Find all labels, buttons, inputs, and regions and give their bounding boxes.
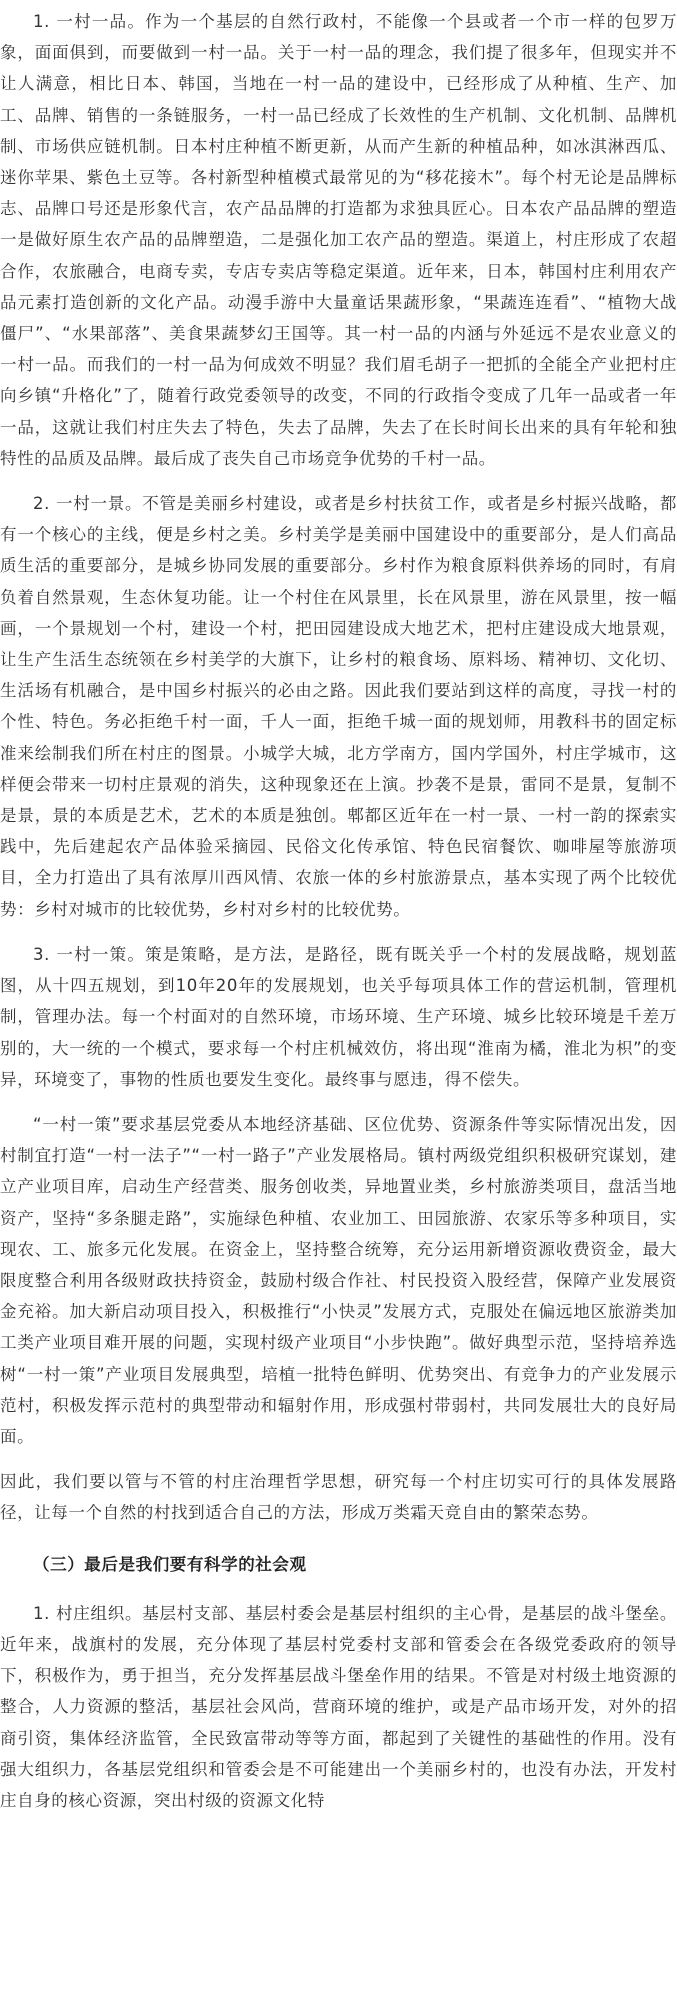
paragraph-one-village-one-product: 1. 一村一品。作为一个基层的自然行政村，不能像一个县或者一个市一样的包罗万象，面面俱到，而要做到一村一品。关于一村一品的理念，我们提了很多年，但现实并不让人满意，相比日本、韩国，当地在一村一品的建设中，已经形成了从种植、生产、加工、品牌、销售的一条链服务，一村一品已经成了长效性的生产机制、文化机制、品牌机制、市场供应链机制。日本村庄种植不断更新，从而产生新的种植品种，如冰淇淋西瓜、迷你苹果、紫色土豆等。各村新型种植模式最常见的为“移花接木”。每个村无论是品牌标志、品牌口号还是形象代言，农产品品牌的打造都为求独具匠心。日本农产品品牌的塑造一是做好原生农产品的品牌塑造，二是强化加工农产品的塑造。渠道上，村庄形成了农超合作，农旅融合，电商专卖，专店专卖店等稳定渠道。近年来，日本，韩国村庄利用农产品元素打造创新的文化产品。动漫手游中大量童话果蔬形象，“果蔬连连看”、“植物大战僵尸”、“水果部落”、美食果蔬梦幻王国等。其一村一品的内涵与外延远不是农业意义的一村一品。而我们的一村一品为何成效不明显？我们眉毛胡子一把抓的全能全产业把村庄向乡镇“升格化”了，随着行政党委领导的改变，不同的行政指令变成了几年一品或者一年一品，这就让我们村庄失去了特色，失去了品牌，失去了在长时间长出来的具有年轮和独特性的品质及品牌。最后成了丧失自己市场竞争优势的千村一品。 [0,12,677,468]
section-heading: （三）最后是我们要有科学的社会观 [33,1554,307,1574]
paragraph-policy-details: “一村一策”要求基层党委从本地经济基础、区位优势、资源条件等实际情况出发，因村制宜打造“一村一法子”“一村一路子”产业发展格局。镇村两级党组织积极研究谋划，建立产业项目库，启动生产经营类、服务创收类，异地置业类，乡村旅游类项目，盘活当地资产，坚持“多条腿走路”，实施绿色种植、农业加工、田园旅游、农家乐等多种项目，实现农、工、旅多元化发展。在资金上，坚持整合统筹，充分运用新增资源收费资金，最大限度整合利用各级财政扶持资金，鼓励村级合作社、村民投资入股经营，保障产业发展资金充裕。加大新启动项目投入，积极推行“小快灵”发展方式，克服处在偏远地区旅游类加工类产业项目难开展的问题，实现村级产业项目“小步快跑”。做好典型示范，坚持培养选树“一村一策”产业项目发展典型，培植一批特色鲜明、优势突出、有竞争力的产业发展示范村，积极发挥示范村的典型带动和辐射作用，形成强村带弱村，共同发展壮大的良好局面。 [0,1114,677,1446]
paragraph-one-village-one-policy: 3. 一村一策。策是策略，是方法，是路径，既有既关乎一个村的发展战略，规划蓝图，从十四五规划，到10年20年的发展规划，也关乎每项具体工作的营运机制，管理机制，管理办法。每一个村面对的自然环境，市场环境、生产环境、城乡比较环境是千差万别的，大一统的一个模式，要求每一个村庄机械效仿，将出现“淮南为橘，淮北为枳”的变异，环境变了，事物的性质也要发生变化。最终事与愿违，得不偿失。 [0,944,677,1089]
paragraph-conclusion: 因此，我们要以管与不管的村庄治理哲学思想，研究每一个村庄切实可行的具体发展路径，让每一个自然的村找到适合自己的方法，形成万类霜天竞自由的繁荣态势。 [0,1472,677,1523]
paragraph-village-organization: 1. 村庄组织。基层村支部、基层村委会是基层村组织的主心骨，是基层的战斗堡垒。近年来，战旗村的发展，充分体现了基层村党委村支部和管委会在各级党委政府的领导下，积极作为，勇于担当，充分发挥基层战斗堡垒作用的结果。不管是对村级土地资源的整合，人力资源的整活，基层社会风尚，营商环境的维护，或是产品市场开发，对外的招商引资，集体经济监管，全民致富带动等等方面，都起到了关键性的基础性的作用。没有强大组织力，各基层党组织和管委会是不可能建出一个美丽乡村的，也没有办法，开发村庄自身的核心资源，突出村级的资源文化特 [0,1603,677,1810]
paragraph-one-village-one-scene: 2. 一村一景。不管是美丽乡村建设，或者是乡村扶贫工作，或者是乡村振兴战略，都有一个核心的主线，便是乡村之美。乡村美学是美丽中国建设中的重要部分，是人们高品质生活的重要部分，是城乡协同发展的重要部分。乡村作为粮食原料供养场的同时，有肩负着自然景观，生态休复功能。让一个村住在风景里，长在风景里，游在风景里，按一幅画，一个景规划一个村，建设一个村，把田园建设成大地艺术，把村庄建设成大地景观，让生产生活生态统领在乡村美学的大旗下，让乡村的粮食场、原料场、精神切、文化切、生活场有机融合，是中国乡村振兴的必由之路。因此我们要站到这样的高度，寻找一村的个性、特色。务必拒绝千村一面，千人一面，拒绝千城一面的规划师，用教科书的固定标准来绘制我们所在村庄的图景。小城学大城，北方学南方，国内学国外，村庄学城市，这样便会带来一切村庄景观的消失，这种现象还在上演。抄袭不是景，雷同不是景，复制不是景，景的本质是艺术，艺术的本质是独创。郫都区近年在一村一景、一村一韵的探索实践中，先后建起农产品体验采摘园、民俗文化传承馆、特色民宿餐饮、咖啡屋等旅游项目，全力打造出了具有浓厚川西风情、农旅一体的乡村旅游景点，基本实现了两个比较优势：乡村对城市的比较优势，乡村对乡村的比较优势。 [0,494,677,919]
